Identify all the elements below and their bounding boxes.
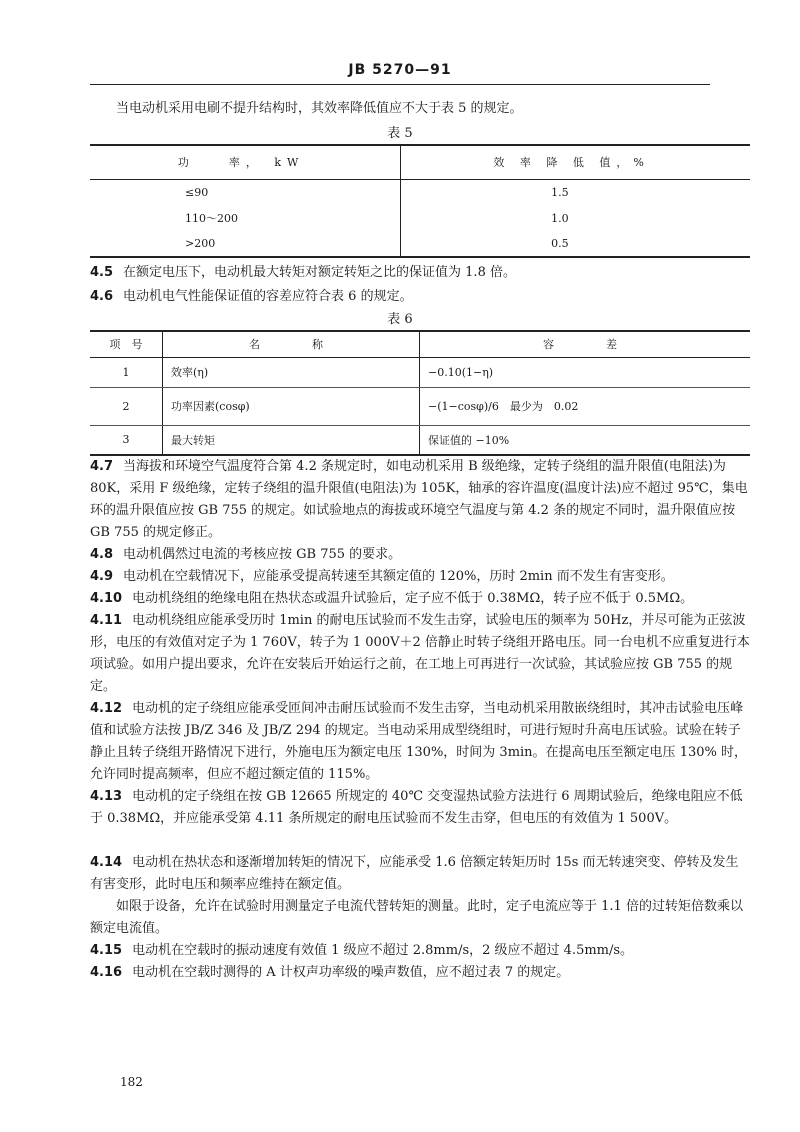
clause-4-14-note: 如限于设备，允许在试验时用测量定子电流代替转矩的测量。此时，定子电流应等于 1.1 倍的过转矩倍数乘以额定电流值。 (90, 899, 743, 936)
table-row (90, 357, 750, 387)
table5-cell: >200 (90, 231, 401, 257)
clause-text: 在额定电压下，电动机最大转矩对额定转矩之比的保证值为 1.8 倍。 (123, 265, 516, 280)
clause-number: 4.12 (90, 701, 123, 716)
table5-cell: 0.5 (401, 231, 750, 257)
table5-header-row (90, 145, 750, 179)
header-rule (90, 84, 710, 85)
clause-number: 4.8 (90, 547, 114, 562)
clause-number: 4.16 (90, 965, 123, 980)
clause-number: 4.7 (90, 459, 114, 474)
clause-number: 4.14 (90, 855, 123, 870)
clause-4-11 (90, 610, 750, 698)
clause-number: 4.15 (90, 943, 123, 958)
table6-cell: −(1−cosφ)/6 最少为 0.02 (420, 387, 751, 425)
table6-header-name: 名 称 (163, 331, 420, 357)
clause-text: 电动机在空载情况下，应能承受提高转速至其额定值的 120%，历时 2min 而不发生有害变形。 (123, 569, 674, 584)
clause-number: 4.9 (90, 569, 114, 584)
table6-cell: 3 (90, 425, 163, 455)
clause-text: 电动机的定子绕组应能承受匝间冲击耐压试验而不发生击穿，当电动机采用散嵌绕组时，其冲击试验电压峰值和试验方法按 JB/Z 346 及 JB/Z 294 的规定。当电动采用成型绕组时，可进行短时升高电压试验。试验在转子静止且转子绕组开路情况下进行，外施电压为额定电压 130%，时间为 3min。在提高电压至额定电压 130% 时，允许同时提高频率，但应不超过额定值的 115%。 (90, 701, 747, 782)
table5-caption: 表 5 (387, 126, 413, 141)
clause-number: 4.6 (90, 289, 114, 304)
table5 (90, 144, 750, 258)
intro-paragraph: 当电动机采用电刷不提升结构时，其效率降低值应不大于表 5 的规定。 (116, 101, 523, 116)
clause-text: 电动机偶然过电流的考核应按 GB 755 的要求。 (123, 547, 402, 562)
clause-text: 电动机电气性能保证值的容差应符合表 6 的规定。 (123, 289, 413, 304)
clause-4-10 (90, 588, 750, 610)
table6-cell: 保证值的 −10% (420, 425, 751, 455)
table6-cell: 最大转矩 (163, 425, 420, 455)
clause-4-16 (90, 962, 750, 984)
clause-text: 电动机绕组的绝缘电阻在热状态或温升试验后，定子应不低于 0.38MΩ，转子应不低于 0.5MΩ。 (132, 591, 694, 606)
table5-cell: ≤90 (185, 185, 209, 199)
clause-number: 4.5 (90, 265, 114, 280)
clause-4-6 (90, 286, 750, 308)
table5-cell: 110～200 (185, 212, 238, 225)
clause-number: 4.10 (90, 591, 123, 606)
table-row (90, 231, 750, 257)
table-row (90, 205, 750, 231)
clause-4-8 (90, 544, 750, 566)
clause-text: 电动机绕组应能承受历时 1min 的耐电压试验而不发生击穿，试验电压的频率为 50Hz，并尽可能为正弦波形，电压的有效值对定子为 1 760V，转子为 1 000V＋2 倍静止时转子绕组开路电压。同一台电机不应重复进行本项试验。如用户提出要求，允许在安装后开始运行之前，在工地上可再进行一次试验，其试验应按 GB 755 的规定。 (90, 613, 750, 694)
table5-header-efficiency: 效 率 降 低 值，% (401, 145, 750, 179)
clause-4-13 (90, 786, 750, 830)
table6 (90, 330, 750, 456)
clause-text: 电动机在空载时的振动速度有效值 1 级应不超过 2.8mm/s，2 级应不超过 4.5mm/s。 (132, 943, 634, 958)
clause-number: 4.11 (90, 613, 123, 628)
table6-cell: 功率因素(cosφ) (163, 387, 420, 425)
table6-caption: 表 6 (387, 312, 413, 327)
table6-cell: −0.10(1−η) (420, 357, 751, 387)
clause-text: 电动机在热状态和逐渐增加转矩的情况下，应能承受 1.6 倍额定转矩历时 15s 而无转速突变、停转及发生有害变形，此时电压和频率应维持在额定值。 (90, 855, 739, 892)
clause-text: 当海拔和环境空气温度符合第 4.2 条规定时，如电动机采用 B 级绝缘，定转子绕组的温升限值(电阻法)为 80K，采用 F 级绝缘，定转子绕组的温升限值(电阻法)为 105K，轴承的容许温度(温度计法)应不超过 95℃，集电环的温升限值应按 GB 755 的规定。如试验地点的海拔或环境空气温度与第 4.2 条的规定不同时，温升限值应按 GB 755 的规定修正。 (90, 459, 748, 540)
clause-4-9 (90, 566, 750, 588)
clause-4-7 (90, 456, 750, 544)
clause-4-5 (90, 262, 750, 284)
table5-cell: 1.0 (401, 205, 750, 231)
table6-cell: 2 (90, 387, 163, 425)
clause-4-14 (90, 852, 750, 896)
table6-cell: 1 (90, 357, 163, 387)
clause-text: 电动机的定子绕组在按 GB 12665 所规定的 40℃ 交变湿热试验方法进行 6 周期试验后，绝缘电阻应不低于 0.38MΩ，并应能承受第 4.11 条所规定的耐电压试验而不发生击穿，但电压的有效值为 1 500V。 (90, 789, 743, 826)
table5-cell: 1.5 (401, 179, 750, 205)
table6-header-tolerance: 容 差 (420, 331, 751, 357)
table-row (90, 179, 750, 205)
table6-cell: 效率(η) (163, 357, 420, 387)
table5-header-power: 功 率， kW (90, 145, 401, 179)
clause-number: 4.13 (90, 789, 123, 804)
table-row (90, 425, 750, 455)
page-number: 182 (120, 1075, 143, 1089)
table-row (90, 387, 750, 425)
clause-4-15 (90, 940, 750, 962)
table6-header-row (90, 331, 750, 357)
standard-header: JB 5270—91 (348, 62, 452, 78)
clause-4-12 (90, 698, 750, 786)
clause-text: 电动机在空载时测得的 A 计权声功率级的噪声数值，应不超过表 7 的规定。 (132, 965, 570, 980)
table6-header-number: 项 号 (90, 331, 163, 357)
